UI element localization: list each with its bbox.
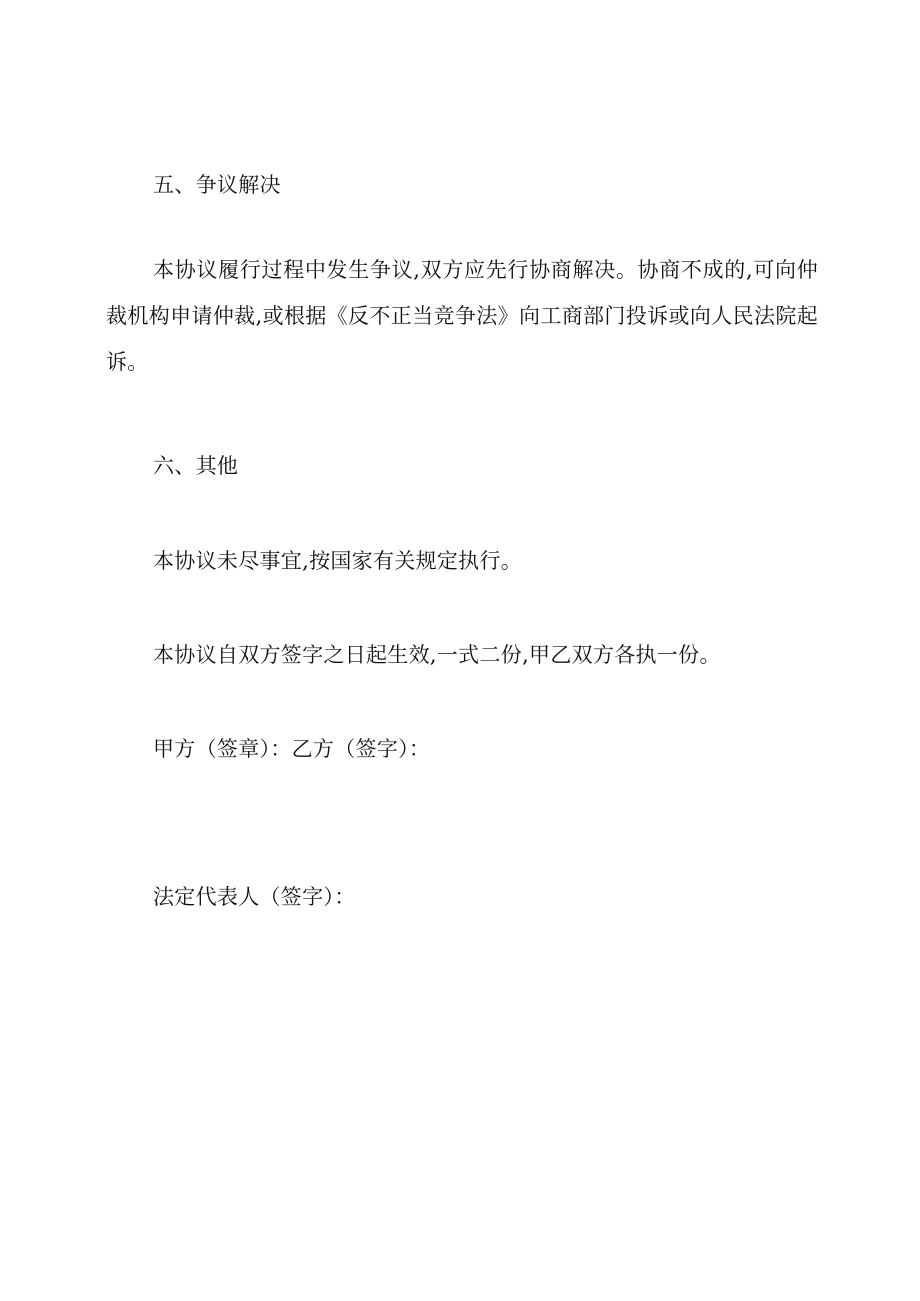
- dispute-resolution-paragraph: 本协议履行过程中发生争议,双方应先行协商解决。协商不成的,可向仲裁机构申请仲裁,或根据《反不正当竞争法》向工商部门投诉或向人民法院起诉。: [106, 258, 818, 374]
- section-heading-dispute-resolution: 五、争议解决: [153, 173, 281, 197]
- signature-legal-representative-line: 法定代表人（签字）：: [153, 885, 356, 909]
- section-heading-other: 六、其他: [153, 454, 239, 478]
- other-paragraph-effectiveness: 本协议自双方签字之日起生效,一式二份,甲乙双方各执一份。: [153, 643, 721, 667]
- other-paragraph-unspecified-matters: 本协议未尽事宜,按国家有关规定执行。: [153, 549, 523, 573]
- signature-party-line: 甲方（签章）：乙方（签字）：: [153, 737, 431, 761]
